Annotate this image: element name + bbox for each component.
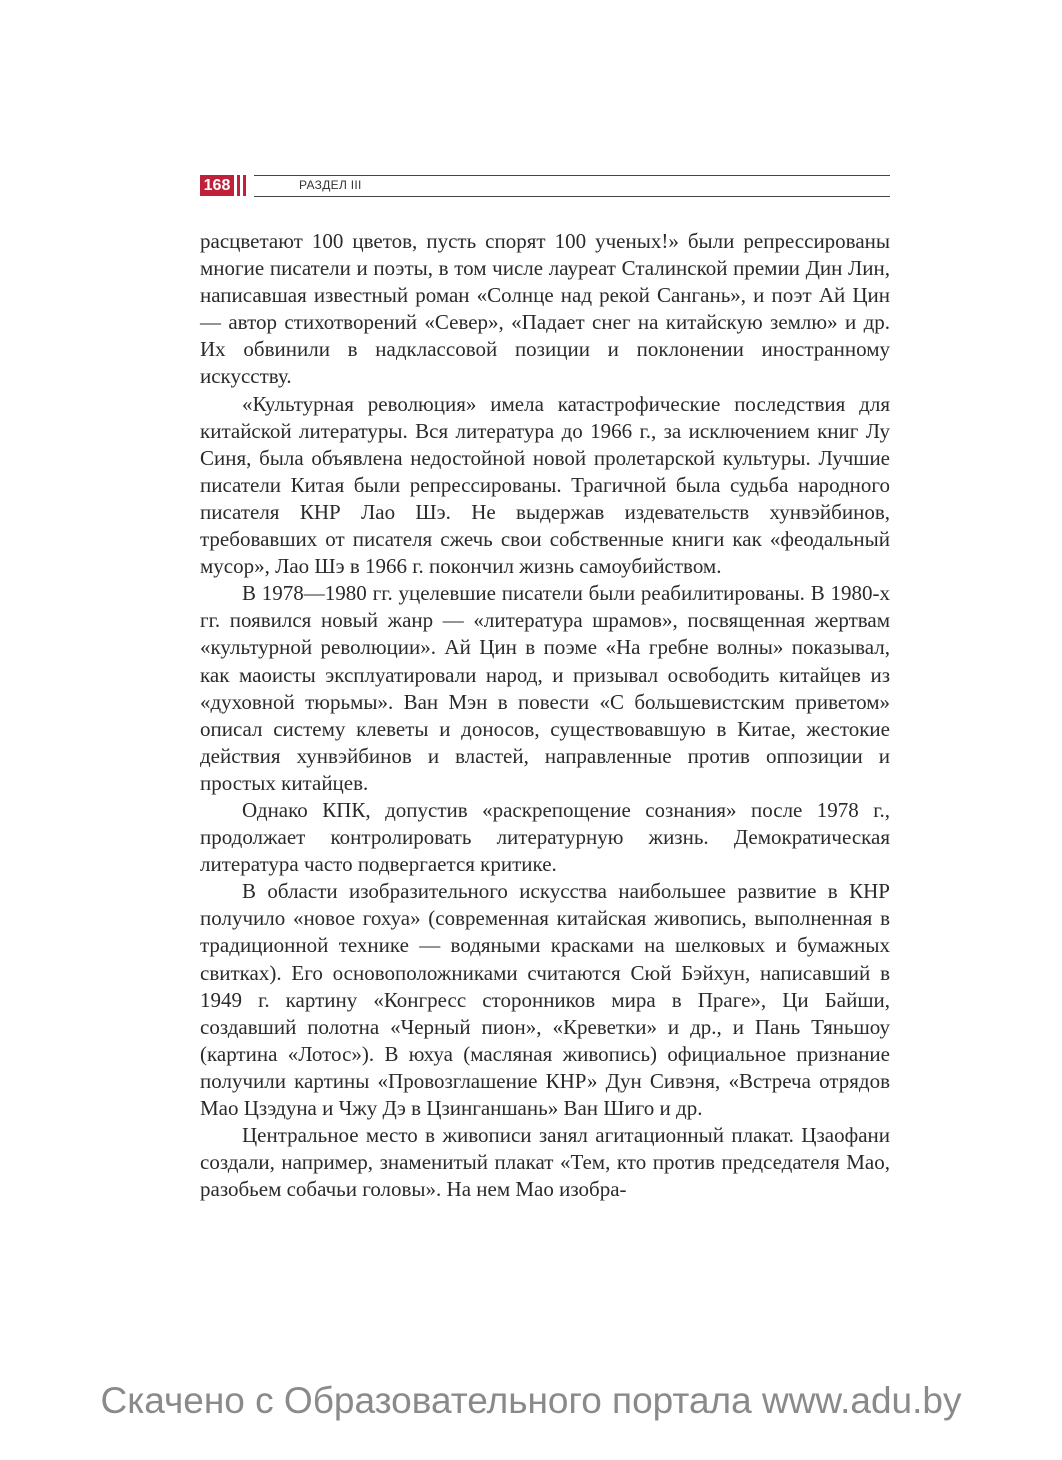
paragraph: В 1978—1980 гг. уцелевшие писатели были реабилитированы. В 1980-х гг. появился новый жанр — «литература шрамов», посвященная жертвам «культурной революции». Ай Цин в поэме «На гребне волны» показывал, как маоисты эксплуатировали народ, и призывал освободить китайцев из «духовной тюрьмы». Ван Мэн в повести «С большевистским приветом» описал систему клеветы и доносов, существовавшую в Китае, жестокие действия хунвэйбинов и властей, направленные против оппозиции и простых китайцев. <box>200 581 890 795</box>
paragraph: Однако КПК, допустив «раскрепощение сознания» после 1978 г., продолжает контролировать литературную жизнь. Демократическая литература часто подвергается критике. <box>200 797 890 877</box>
paragraph: «Культурная революция» имела катастрофические последствия для китайской литературы. Вся литература до 1966 г., за исключением книг Лу Синя, была объявлена недостойной новой пролетарской культуры. Лучшие писатели Китая были репрессированы. Трагичной была судьба народного писателя КНР Лао Шэ. Не выдержав издевательств хунвэйбинов, требовавших от писателя сжечь свои собственные книги как «феодальный мусор», Лао Шэ в 1966 г. покончил жизнь самоубийством. <box>200 391 890 579</box>
paragraph: В области изобразительного искусства наибольшее развитие в КНР получило «новое гохуа» (современная китайская живопись, выполненная в традиционной технике — водяными красками на шелковых и бумажных свитках). Его основоположниками считаются Сюй Бэйхун, написавший в 1949 г. картину «Конгресс сторонников мира в Праге», Ци Байши, создавший полотна «Черный пион», «Креветки» и др., и Пань Тяньшоу (картина «Лотос»). В юхуа (масляная живопись) официальное признание получили картины «Провозглашение КНР» Дун Сивэня, «Встреча отрядов Мао Цзэдуна и Чжу Дэ в Цзинганшань» Ван Шиго и др. <box>200 879 890 1120</box>
section-title: РАЗДЕЛ III <box>299 178 362 192</box>
body-text <box>200 228 890 1203</box>
download-watermark: Скачено с Образовательного портала www.adu.by <box>100 1380 962 1421</box>
header-rule-bottom <box>254 196 890 197</box>
header-rule-top <box>254 175 890 176</box>
header-accent-bar <box>237 175 240 196</box>
header-accent-bar <box>243 175 246 196</box>
page-number: 168 <box>200 175 234 196</box>
paragraph: расцветают 100 цветов, пусть спорят 100 ученых!» были репрессированы многие писатели и поэты, в том числе лауреат Сталинской премии Дин Лин, написавшая известный роман «Солнце над рекой Сангань», и поэт Ай Цин — автор стихотворений «Север», «Падает снег на китайскую землю» и др. Их обвинили в надклассовой позиции и поклонении иностранному искусству. <box>200 229 890 389</box>
paragraph: Центральное место в живописи занял агитационный плакат. Цзаофани создали, например, знаменитый плакат «Тем, кто против председателя Мао, разобьем собачьи головы». На нем Мао изобра- <box>200 1123 890 1202</box>
running-header <box>198 173 890 199</box>
